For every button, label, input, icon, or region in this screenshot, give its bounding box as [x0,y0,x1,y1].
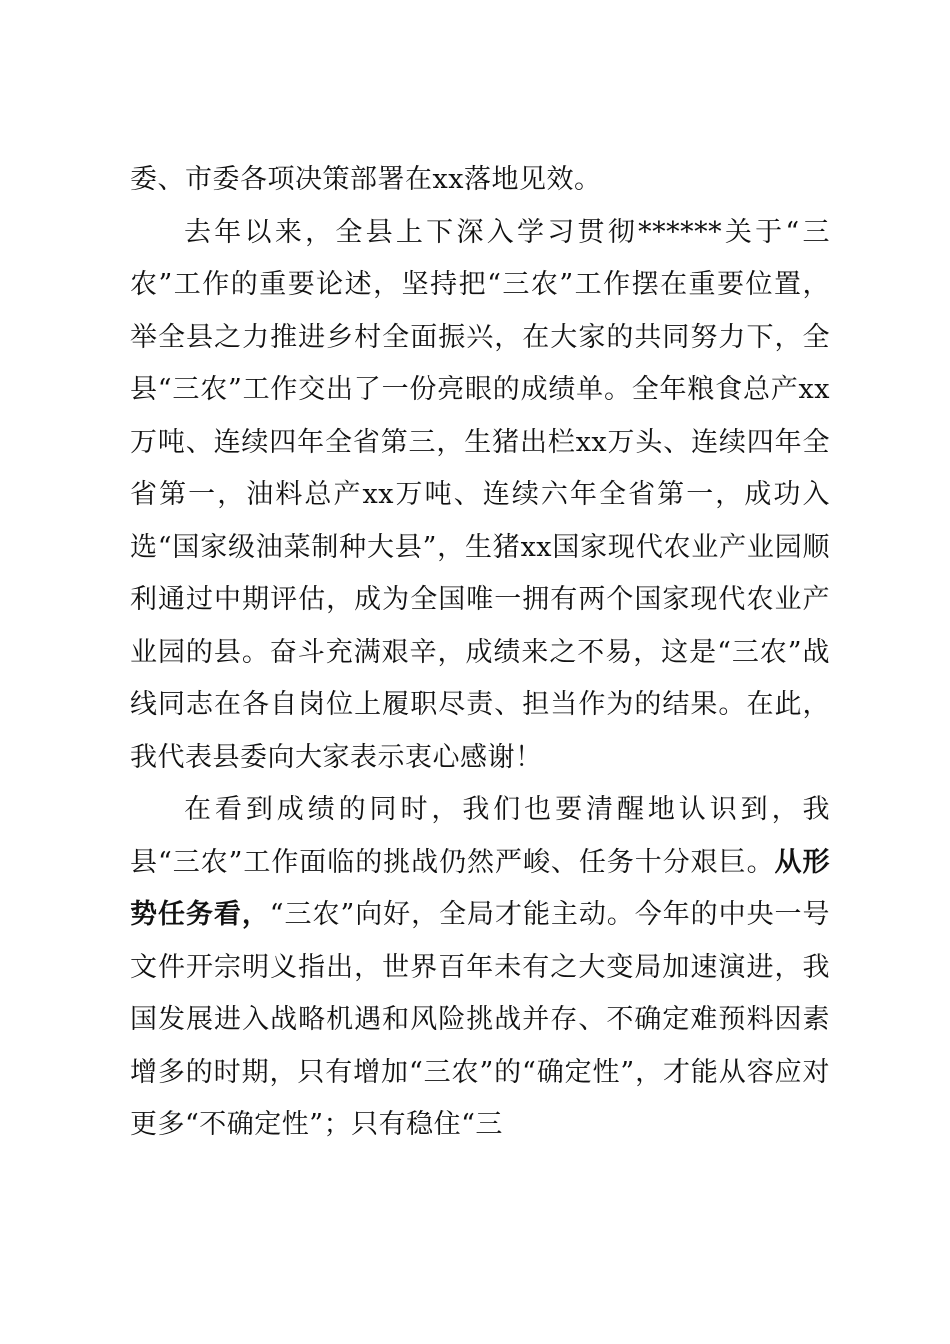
paragraph-1 [130,154,830,207]
paragraph-3-bold-heading: 从形势任务看， [130,846,831,930]
document-page [130,154,830,1152]
paragraph-3 [130,784,830,1152]
paragraph-3-text-a: 在看到成绩的同时，我们也要清醒地认识到，我县“三农”工作面临的挑战仍然严峻、任务十分艰巨。 [130,794,830,878]
paragraph-3-text-b: “三农”向好，全局才能主动。今年的中央一号文件开宗明义指出，世界百年未有之大变局加速演进，我国发展进入战略机遇和风险挑战并存、不确定难预料因素增多的时期，只有增加“三农”的“确定性”，才能从容应对更多“不确定性”；只有稳住“三 [130,899,830,1140]
paragraph-2 [130,207,830,785]
paragraph-2-text: 去年以来，全县上下深入学习贯彻******关于“三农”工作的重要论述，坚持把“三农”工作摆在重要位置，举全县之力推进乡村全面振兴，在大家的共同努力下，全县“三农”工作交出了一份亮眼的成绩单。全年粮食总产xx万吨、连续四年全省第三，生猪出栏xx万头、连续四年全省第一，油料总产xx万吨、连续六年全省第一，成功入选“国家级油菜制种大县”，生猪xx国家现代农业产业园顺利通过中期评估，成为全国唯一拥有两个国家现代农业产业园的县。奋斗充满艰辛，成绩来之不易，这是“三农”战线同志在各自岗位上履职尽责、担当作为的结果。在此，我代表县委向大家表示衷心感谢！ [130,216,830,773]
paragraph-1-text: 委、市委各项决策部署在xx落地见效。 [130,164,602,195]
